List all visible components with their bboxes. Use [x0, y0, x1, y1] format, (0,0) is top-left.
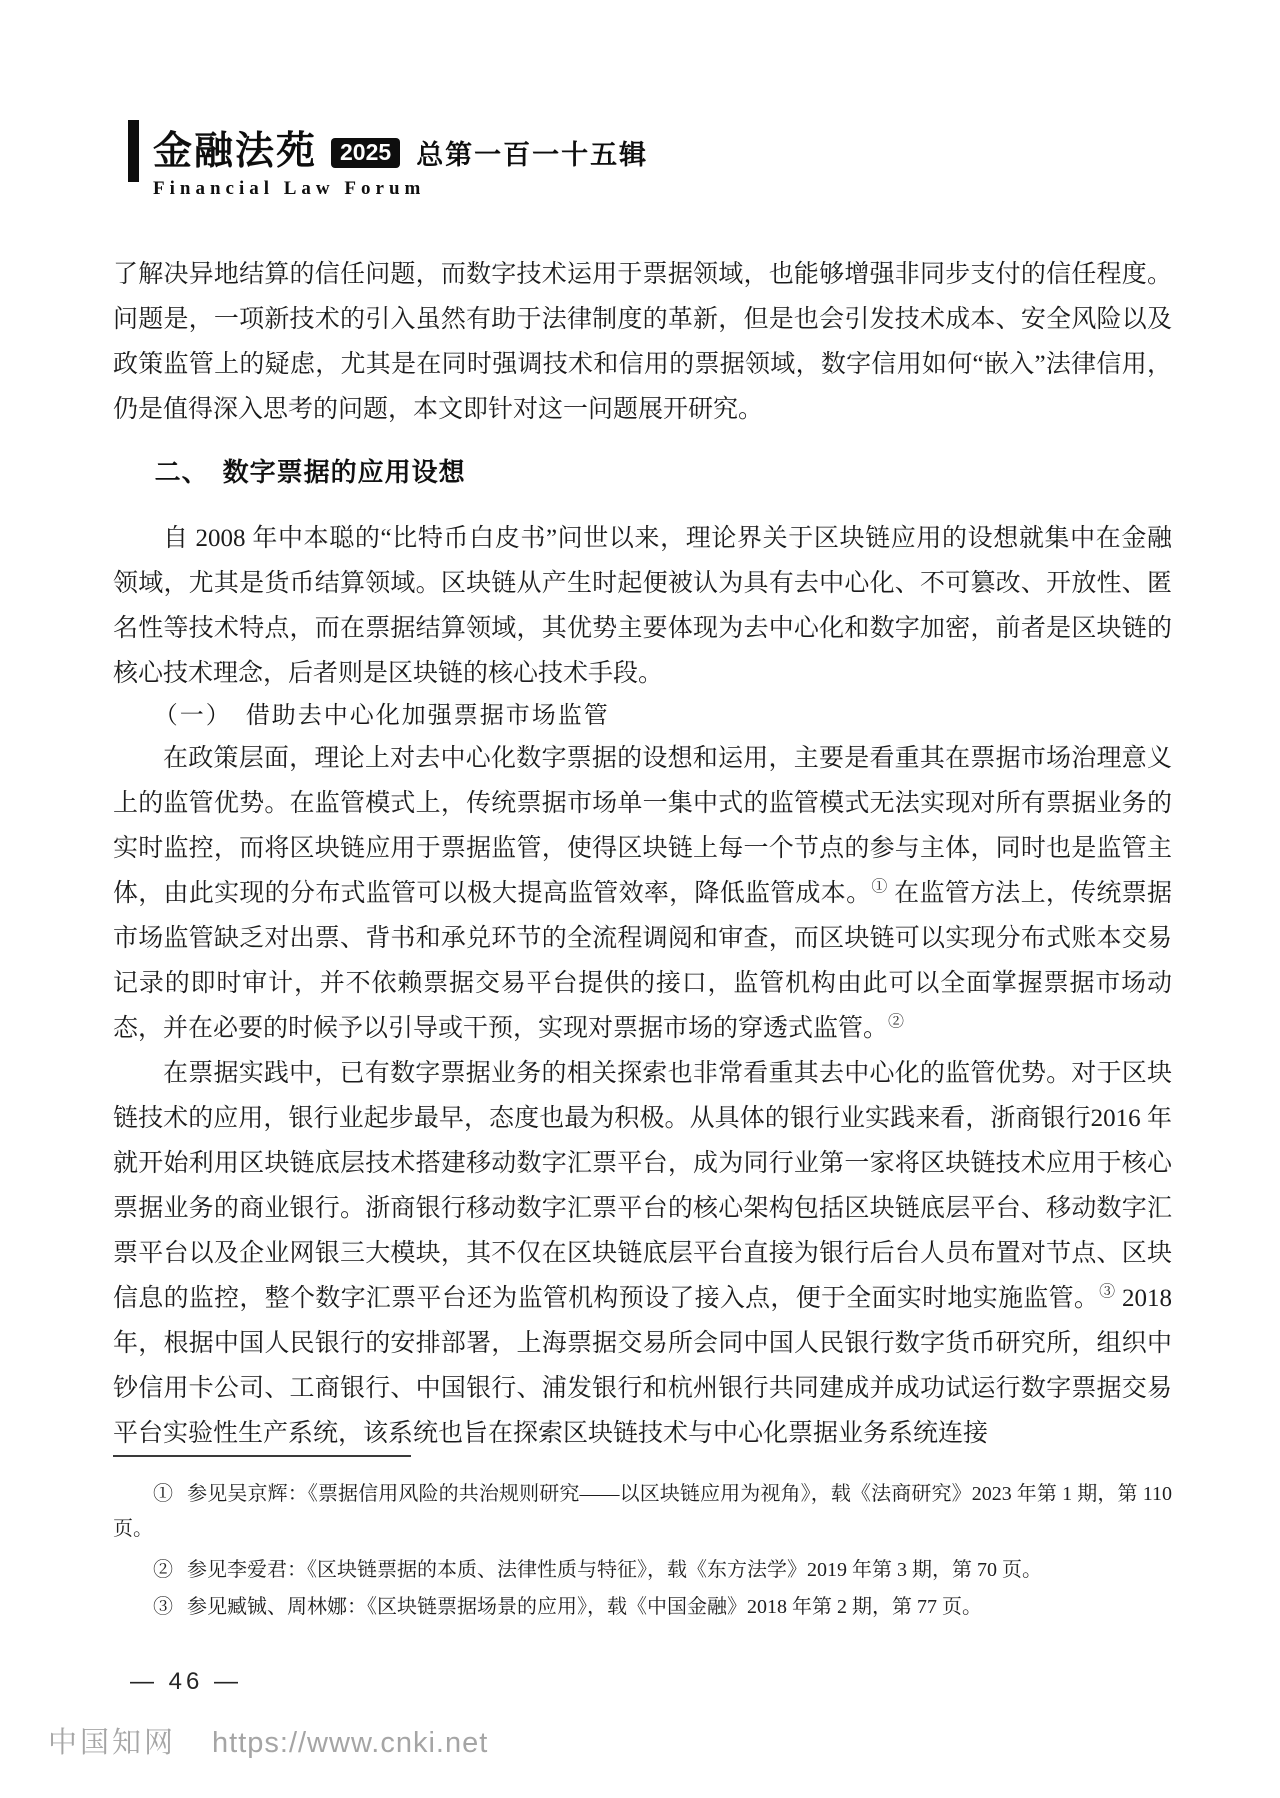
body-paragraph-1: 了解决异地结算的信任问题，而数字技术运用于票据领域，也能够增强非同步支付的信任程度。问题是，一项新技术的引入虽然有助于法律制度的革新，但是也会引发技术成本、安全风险以及政策监管上的疑虑，尤其是在同时强调技术和信用的票据领域，数字信用如何“嵌入”法律信用，仍是值得深入思考的问题，本文即针对这一问题展开研究。: [113, 261, 1172, 423]
paragraph-4-text: 在票据实践中，已有数字票据业务的相关探索也非常看重其去中心化的监管优势。对于区块链技术的应用，银行业起步最早，态度也最为积极。从具体的银行业实践来看，浙商银行2016 年就开始利用区块链底层技术搭建移动数字汇票平台，成为同行业第一家将区块链技术应用于核心票据业务的商业银行。浙商银行移动数字汇票平台的核心架构包括区块链底层平台、移动数字汇票平台以及企业网银三大模块，其不仅在区块链底层平台直接为银行后台人员布置对节点、区块信息的监控，整个数字汇票平台还为监管机构预设了接入点，便于全面实时地实施监管。: [113, 1060, 1172, 1312]
body-paragraph-4: [113, 1051, 1172, 1456]
footnote-1-marker: ①: [153, 1483, 174, 1505]
footnote-1: [113, 1477, 1172, 1547]
footnote-ref-3: ③: [1099, 1283, 1116, 1301]
paragraph-3-text: 在政策层面，理论上对去中心化数字票据的设想和运用，主要是看重其在票据市场治理意义上的监管优势。在监管模式上，传统票据市场单一集中式的监管模式无法实现对所有票据业务的实时监控，而将区块链应用于票据监管，使得区块链上每一个节点的参与主体，同时也是监管主体，由此实现的分布式监管可以极大提高监管效率，降低监管成本。: [113, 745, 1172, 907]
footnote-2-text: 参见李爱君：《区块链票据的本质、法律性质与特征》，载《东方法学》2019 年第 3 期，第 70 页。: [187, 1559, 1042, 1581]
subsection-heading: （一） 借助去中心化加强票据市场监管: [153, 703, 610, 729]
cnki-watermark: [48, 1720, 488, 1761]
footnote-3-text: 参见臧铖、周林娜：《区块链票据场景的应用》，载《中国金融》2018 年第 2 期，第 77 页。: [187, 1596, 982, 1618]
body-paragraph-2: 自 2008 年中本聪的“比特币白皮书”问世以来，理论界关于区块链应用的设想就集中在金融领域，尤其是货币结算领域。区块链从产生时起便被认为具有去中心化、不可篡改、开放性、匿名性等技术特点，而在票据结算领域，其优势主要体现为去中心化和数字加密，前者是区块链的核心技术理念，后者则是区块链的核心技术手段。: [113, 525, 1172, 687]
paragraph-3-text-cont: 在监管方法上，传统票据市场监管缺乏对出票、背书和承兑环节的全流程调阅和审查，而区块链可以实现分布式账本交易记录的即时审计，并不依赖票据交易平台提供的接口，监管机构由此可以全面掌握票据市场动态，并在必要的时候予以引导或干预，实现对票据市场的穿透式监管。: [113, 880, 1172, 1042]
page-number: — 46 —: [130, 1668, 243, 1695]
cnki-site-name: 中国知网: [48, 1727, 177, 1759]
footnote-separator-rule: [113, 1455, 411, 1457]
footnote-ref-1: ①: [871, 878, 888, 896]
issue-label: 总第一百一十五辑: [416, 140, 649, 170]
paragraph-4-text-cont: 2018 年，根据中国人民银行的安排部署，上海票据交易所会同中国人民银行数字货币研究所，组织中钞信用卡公司、工商银行、中国银行、浦发银行和杭州银行共同建成并成功试运行数字票据交易平台实验性生产系统，该系统也旨在探索区块链技术与中心化票据业务系统连接: [113, 1285, 1172, 1447]
body-paragraph-3: [113, 736, 1172, 1051]
footnote-2: [113, 1553, 1172, 1588]
cnki-site-url: https://www.cnki.net: [212, 1727, 489, 1759]
journal-title-en: Financial Law Forum: [153, 178, 426, 199]
year-badge: 2025: [331, 138, 400, 168]
section-heading: 二、 数字票据的应用设想: [154, 457, 466, 487]
footnote-2-marker: ②: [153, 1559, 173, 1581]
footnote-1-text: 参见吴京辉：《票据信用风险的共治规则研究——以区块链应用为视角》，载《法商研究》2023 年第 1 期，第 110 页。: [113, 1483, 1172, 1540]
footnote-ref-2: ②: [888, 1013, 905, 1031]
header-title-row: [153, 120, 648, 176]
footnotes-section: [113, 1455, 1172, 1625]
journal-header: [128, 120, 648, 200]
footnote-3: [113, 1590, 1172, 1625]
footnote-3-marker: ③: [153, 1596, 173, 1618]
header-accent-bar: [128, 120, 139, 182]
header-text-block: [153, 120, 648, 200]
article-body: [113, 252, 1172, 1456]
journal-title-cn: 金融法苑: [153, 130, 318, 173]
